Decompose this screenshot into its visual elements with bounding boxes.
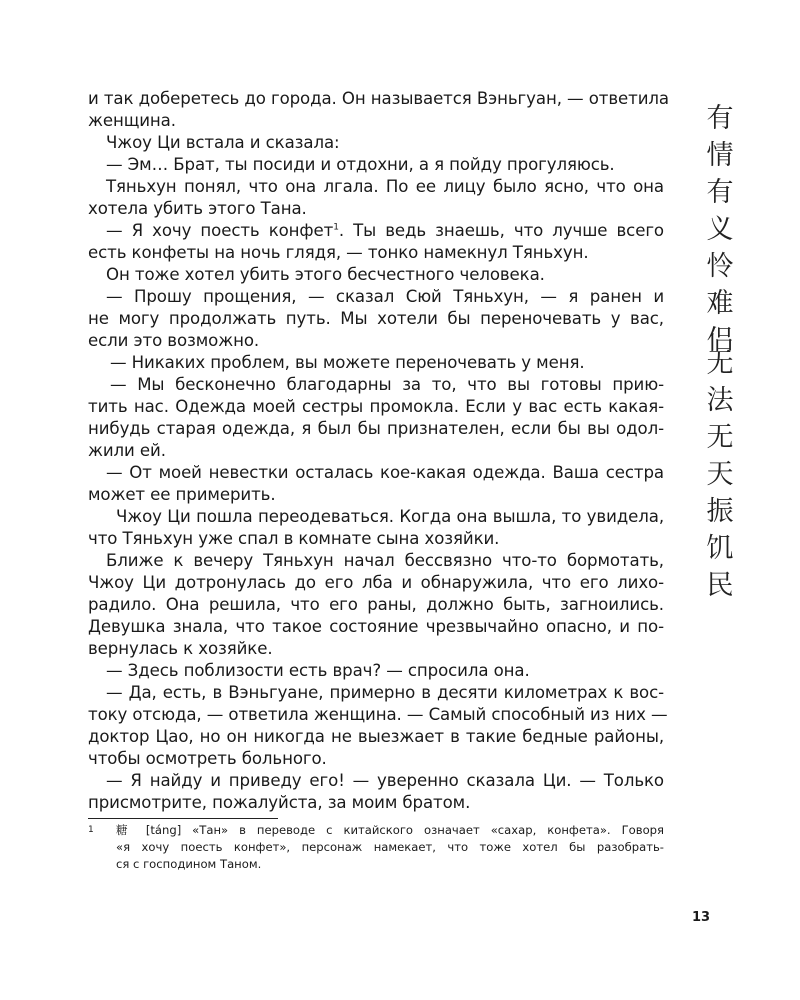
title-char: 侣	[706, 325, 734, 356]
title-char: 法	[706, 385, 734, 416]
text-line: если это возможно.	[88, 331, 260, 350]
title-char: 饥	[706, 533, 734, 564]
text-line: Он тоже хотел убить этого бесчестного человека.	[106, 265, 545, 284]
text-line: Тяньхун понял, что она лгала. По ее лицу было ясно, что она	[106, 177, 664, 196]
text-line: Чжоу Ци дотронулась до его лба и обнаружила, что его лихо-	[88, 573, 664, 592]
title-char: 义	[706, 214, 734, 245]
title-char: 民	[706, 570, 734, 601]
title-char: 无	[706, 348, 734, 379]
text-line: хотела убить этого Тана.	[88, 199, 307, 218]
text-line: — От моей невестки осталась кое-какая одежда. Ваша сестра	[106, 463, 664, 482]
text-line: что Тяньхун уже спал в комнате сына хозяйки.	[88, 529, 500, 548]
text-fragment: — Я хочу поесть конфет	[106, 221, 334, 240]
text-line: доктор Цао, но он никогда не выезжает в такие бедные районы,	[88, 727, 664, 746]
text-line: есть конфеты на ночь глядя, — тонко намекнул Тяньхун.	[88, 243, 589, 262]
text-line: тить нас. Одежда моей сестры промокла. Если у вас есть какая-	[88, 397, 664, 416]
footnote-divider	[88, 818, 278, 819]
text-line: — Здесь поблизости есть врач? — спросила она.	[106, 661, 530, 680]
text-line: Ближе к вечеру Тяньхун начал бессвязно что-то бормотать,	[106, 551, 664, 570]
footnote-reference: 1	[333, 222, 339, 233]
main-text	[88, 88, 669, 814]
text-line: жили ей.	[88, 441, 166, 460]
text-line: присмотрите, пожалуйста, за моим братом.	[88, 793, 471, 812]
text-line: женщина.	[88, 111, 176, 130]
footnote	[88, 822, 664, 873]
text-line: — Мы бесконечно благодарны за то, что вы готовы прию-	[110, 375, 664, 394]
text-line: — Да, есть, в Вэньгуане, примерно в десяти километрах к вос-	[106, 683, 664, 702]
text-line: нибудь старая одежда, я был бы признателен, если бы вы одол-	[88, 419, 664, 438]
vertical-title-second	[703, 345, 737, 604]
text-line: чтобы осмотреть больного.	[88, 749, 327, 768]
footnote-line: 糖 [táng] «Тан» в переводе с китайского означает «сахар, конфета». Говоря	[116, 823, 664, 837]
text-line: Чжоу Ци встала и сказала:	[106, 133, 340, 152]
vertical-title-first	[703, 100, 737, 359]
title-char: 无	[706, 422, 734, 453]
text-line: току отсюда, — ответила женщина. — Самый способный из них —	[88, 705, 668, 724]
footnote-line: ся с господином Таном.	[116, 857, 262, 871]
text-line: — Никаких проблем, вы можете переночевать у меня.	[110, 353, 585, 372]
text-line: может ее примерить.	[88, 485, 276, 504]
page-number: 13	[692, 910, 711, 925]
text-line: — Эм… Брат, ты посиди и отдохни, а я пойду прогуляюсь.	[106, 155, 615, 174]
footnote-line: «я хочу поесть конфет», персонаж намекает, что тоже хотел бы разобрать-	[116, 840, 664, 854]
text-line-with-footnote	[88, 220, 664, 242]
text-line: — Прошу прощения, — сказал Сюй Тяньхун, — я ранен и	[106, 287, 664, 306]
title-char: 振	[706, 496, 734, 527]
title-char: 怜	[706, 251, 734, 282]
text-line: — Я найду и приведу его! — уверенно сказала Ци. — Только	[106, 771, 664, 790]
text-line: радило. Она решила, что его раны, должно быть, загноились.	[88, 595, 664, 614]
footnote-mark: 1	[88, 825, 94, 835]
text-line: не могу продолжать путь. Мы хотели бы переночевать у вас,	[88, 309, 664, 328]
title-char: 难	[706, 288, 734, 319]
title-char: 情	[706, 140, 734, 171]
text-line: вернулась к хозяйке.	[88, 639, 273, 658]
title-char: 天	[706, 459, 734, 490]
text-fragment: . Ты ведь знаешь, что лучше всего	[338, 221, 664, 240]
title-char: 有	[706, 177, 734, 208]
text-line: Девушка знала, что такое состояние чрезвычайно опасно, и по-	[88, 617, 664, 636]
text-line: Чжоу Ци пошла переодеваться. Когда она вышла, то увидела,	[116, 507, 664, 526]
title-char: 有	[706, 103, 734, 134]
text-line: и так доберетесь до города. Он называется Вэньгуан, — ответила	[88, 89, 669, 108]
